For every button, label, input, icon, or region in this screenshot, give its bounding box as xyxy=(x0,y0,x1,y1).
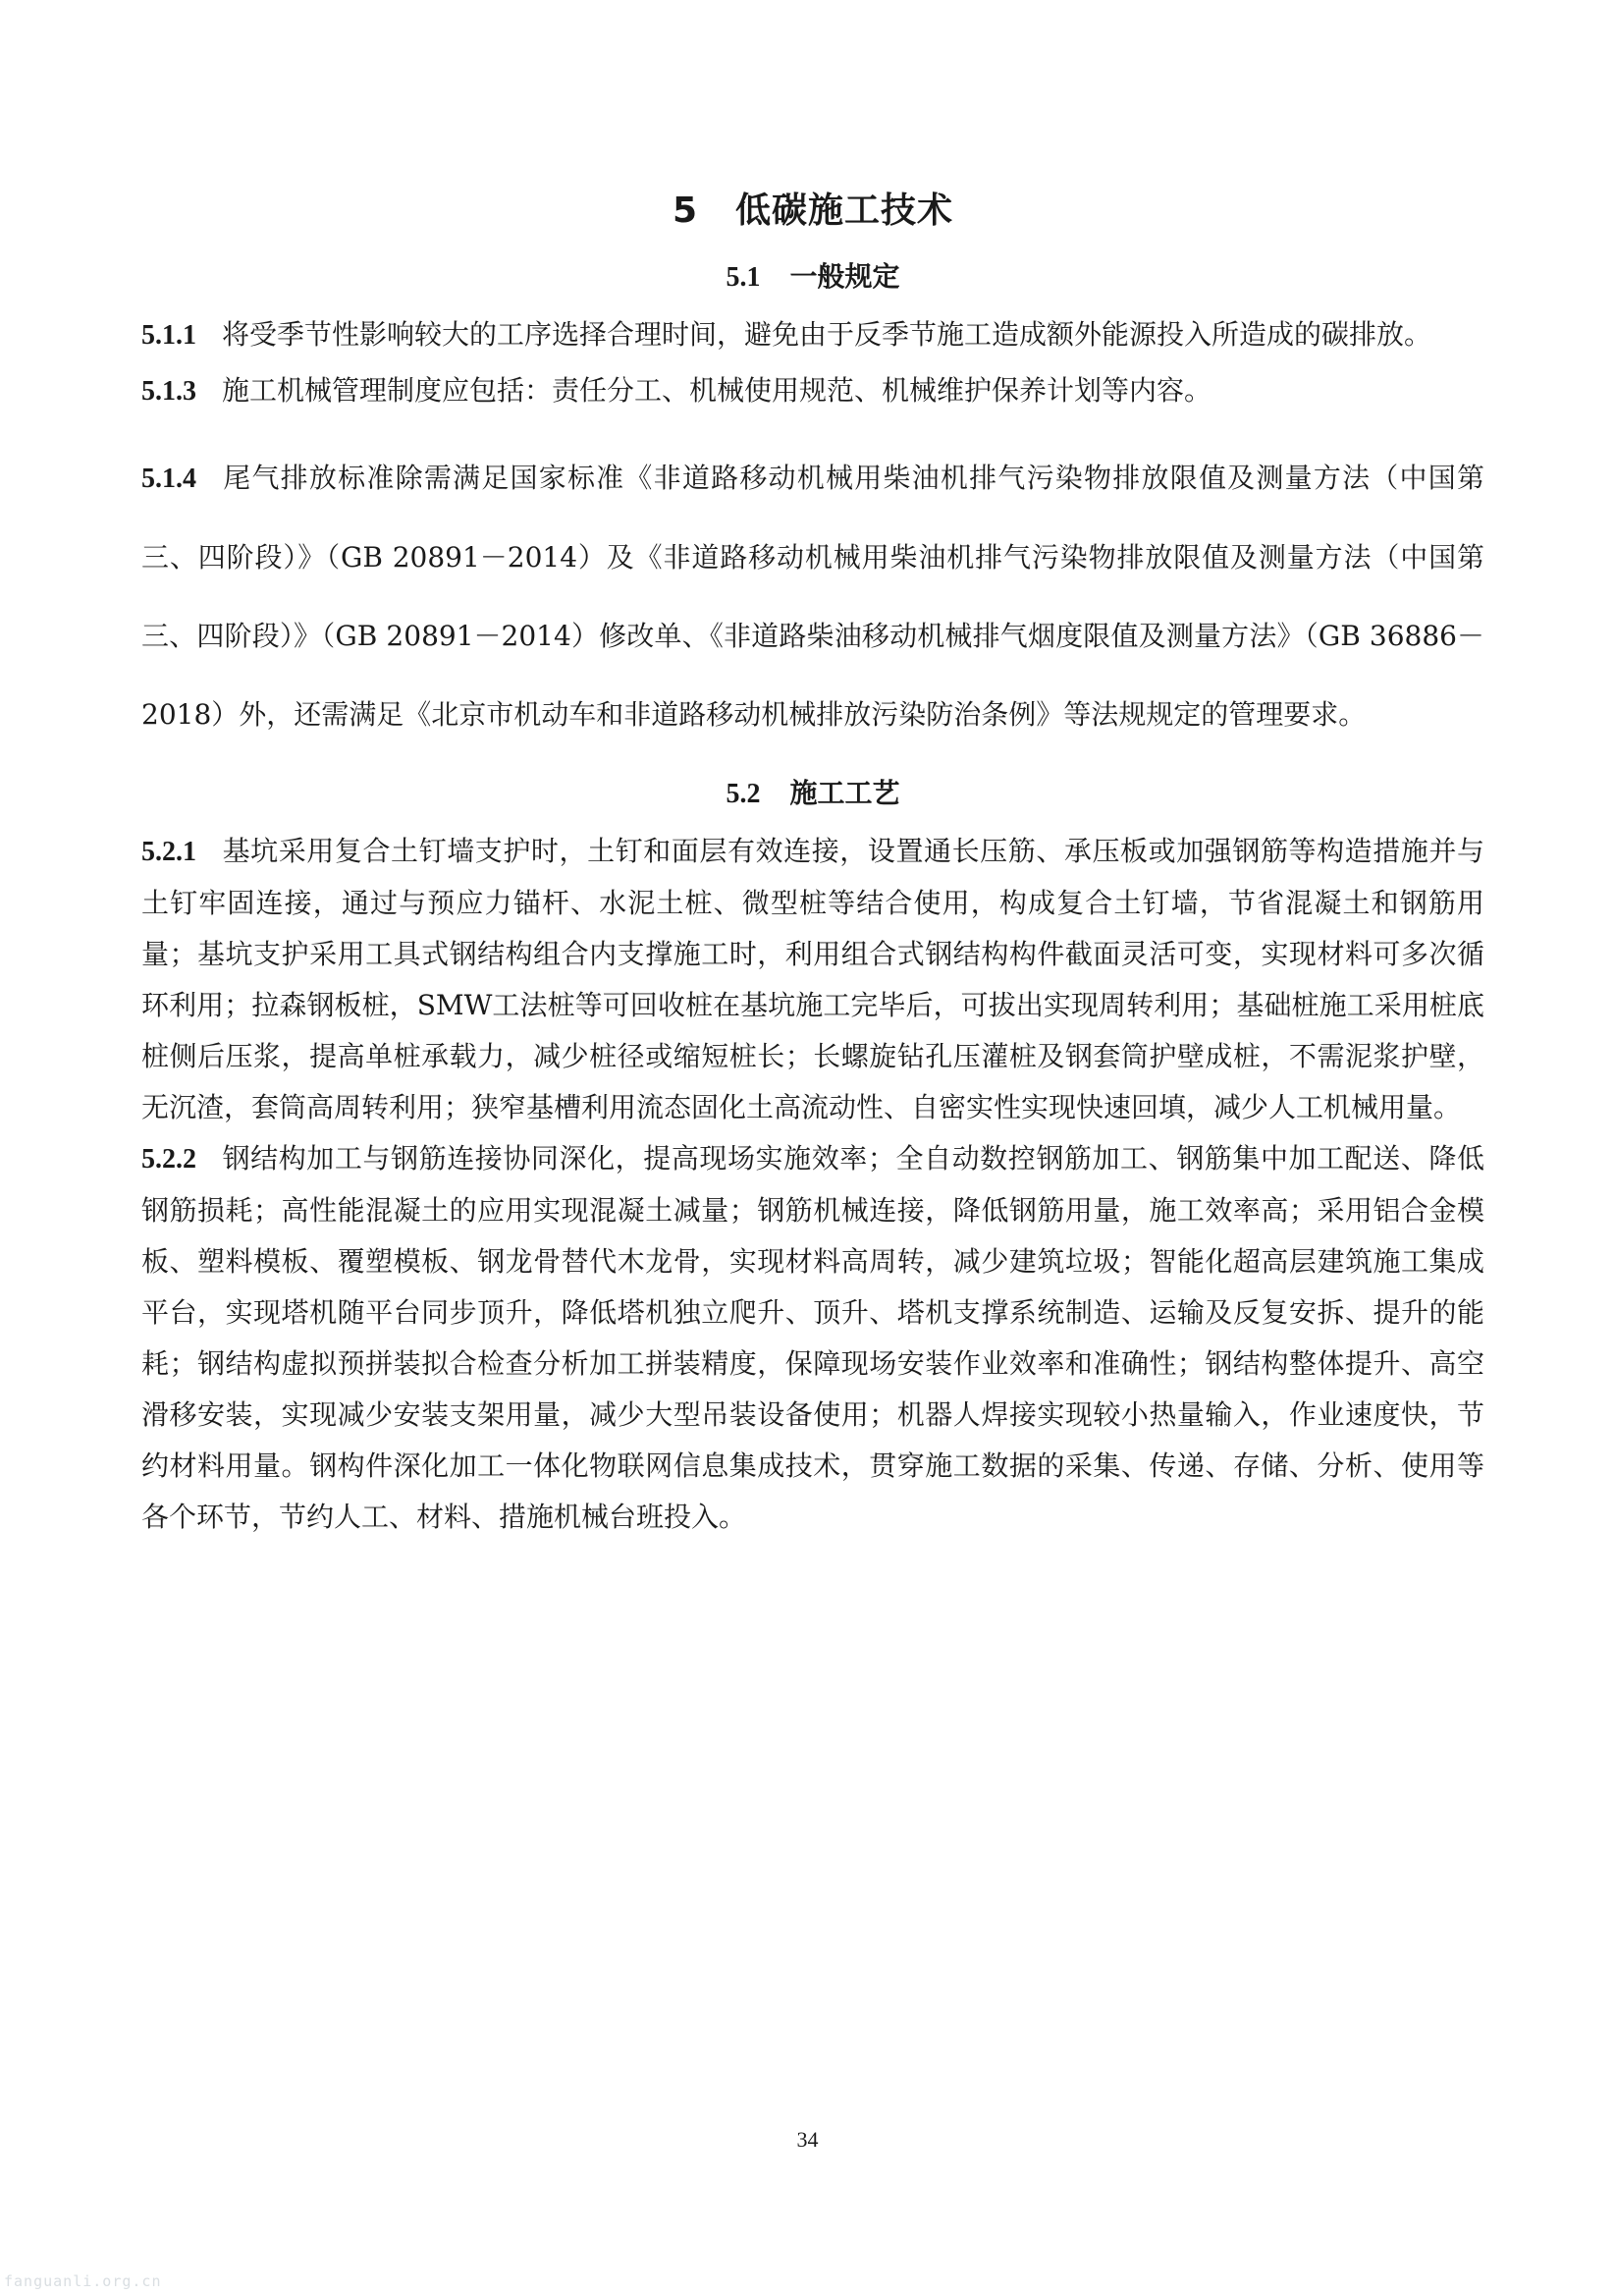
section-number: 5.1 xyxy=(726,262,761,293)
clause-5-1-1 xyxy=(141,309,1484,361)
clause-text: 将受季节性影响较大的工序选择合理时间，避免由于反季节施工造成额外能源投入所造成的碳排放。 xyxy=(222,318,1432,351)
clause-number: 5.2.2 xyxy=(141,1144,196,1175)
clause-text: 施工机械管理制度应包括：责任分工、机械使用规范、机械维护保养计划等内容。 xyxy=(222,374,1212,407)
chapter-number: 5 xyxy=(672,191,699,231)
section-title-5-1 xyxy=(141,255,1484,300)
clause-number: 5.1.3 xyxy=(141,376,196,407)
clause-number: 5.1.4 xyxy=(141,464,196,494)
chapter-title-text: 低碳施工技术 xyxy=(735,191,954,231)
section-number: 5.2 xyxy=(726,779,761,809)
clause-number: 5.1.1 xyxy=(141,320,196,351)
clause-text: 基坑采用复合土钉墙支护时，土钉和面层有效连接，设置通长压筋、承压板或加强钢筋等构造措施并与土钉牢固连接，通过与预应力锚杆、水泥土桩、微型桩等结合使用，构成复合土钉墙，节省混凝土和钢筋用量；基坑支护采用工具式钢结构组合内支撑施工时，利用组合式钢结构构件截面灵活可变，实现材料可多次循环利用；拉森钢板桩，SMW工法桩等可回收桩在基坑施工完毕后，可拔出实现周转利用；基础桩施工采用桩底桩侧后压浆，提高单桩承载力，减少桩径或缩短桩长；长螺旋钻孔压灌桩及钢套筒护壁成桩，不需泥浆护壁，无沉渣，套筒高周转利用；狭窄基槽利用流态固化土高流动性、自密实性实现快速回填，减少人工机械用量。 xyxy=(141,835,1484,1123)
section-title-text: 一般规定 xyxy=(789,260,900,293)
clause-text: 钢结构加工与钢筋连接协同深化，提高现场实施效率；全自动数控钢筋加工、钢筋集中加工配送、降低钢筋损耗；高性能混凝土的应用实现混凝土减量；钢筋机械连接，降低钢筋用量，施工效率高；采用铝合金模板、塑料模板、覆塑模板、钢龙骨替代木龙骨，实现材料高周转，减少建筑垃圾；智能化超高层建筑施工集成平台，实现塔机随平台同步顶升，降低塔机独立爬升、顶升、塔机支撑系统制造、运输及反复安拆、提升的能耗；钢结构虚拟预拼装拟合检查分析加工拼装精度，保障现场安装作业效率和准确性；钢结构整体提升、高空滑移安装，实现减少安装支架用量，减少大型吊装设备使用；机器人焊接实现较小热量输入，作业速度快，节约材料用量。钢构件深化加工一体化物联网信息集成技术，贯穿施工数据的采集、传递、存储、分析、使用等各个环节，节约人工、材料、措施机械台班投入。 xyxy=(141,1142,1484,1533)
clause-5-2-2 xyxy=(141,1133,1484,1543)
section-title-text: 施工工艺 xyxy=(789,777,900,809)
section-title-5-2 xyxy=(141,772,1484,816)
chapter-title xyxy=(141,187,1484,236)
page-number: 34 xyxy=(796,2127,819,2152)
clause-text: 尾气排放标准除需满足国家标准《非道路移动机械用柴油机排气污染物排放限值及测量方法（中国第三、四阶段）》（GB 20891－2014）及《非道路移动机械用柴油机排气污染物排放限值及测量方法（中国第三、四阶段）》（GB 20891－2014）修改单、《非道路柴油移动机械排气烟度限值及测量方法》（GB 36886－2018）外，还需满足《北京市机动车和非道路移动机械排放污染防治条例》等法规规定的管理要求。 xyxy=(141,462,1484,731)
watermark: fanguanli.org.cn xyxy=(4,2272,162,2290)
clause-5-2-1 xyxy=(141,826,1484,1133)
page-content xyxy=(141,187,1484,1543)
clause-number: 5.2.1 xyxy=(141,837,196,867)
clause-5-1-4 xyxy=(141,439,1484,754)
clause-5-1-3 xyxy=(141,365,1484,417)
